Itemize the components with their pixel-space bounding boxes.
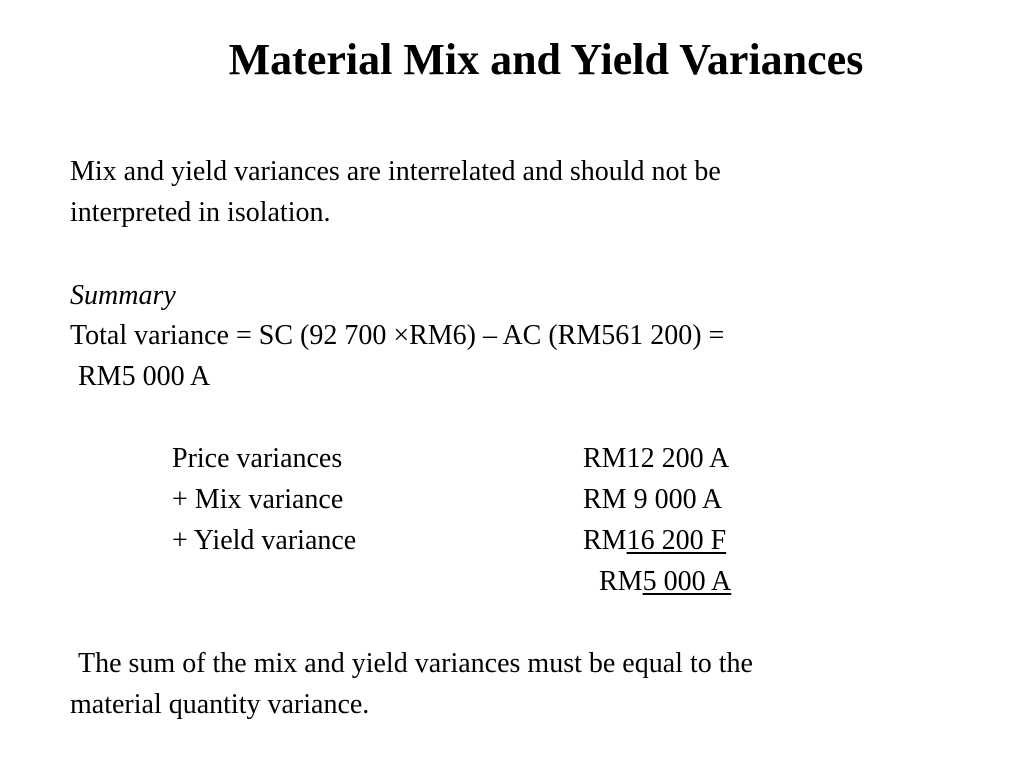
- variance-amount: RM 9 000 A: [583, 484, 723, 515]
- slide-title: Material Mix and Yield Variances: [228, 35, 864, 84]
- intro-line-2: interpreted in isolation.: [70, 197, 331, 228]
- intro-paragraph: [70, 151, 721, 233]
- variance-label: + Mix variance: [172, 484, 344, 515]
- underlined-amount: 16 200 F: [626, 525, 727, 556]
- currency-prefix: RM: [599, 566, 643, 597]
- summary-heading: Summary: [70, 280, 176, 311]
- intro-line-1: Mix and yield variances are interrelated and should not be: [70, 156, 721, 187]
- total-variance-formula: Total variance = SC (92 700 ×RM6) – AC (RM561 200) =: [70, 320, 725, 351]
- closing-paragraph: [70, 643, 753, 725]
- closing-line-1: The sum of the mix and yield variances must be equal to the: [78, 648, 753, 679]
- underlined-amount: 5 000 A: [642, 566, 732, 597]
- closing-line-2: material quantity variance.: [70, 689, 370, 720]
- variance-total-amount: [599, 561, 731, 602]
- total-variance-result: RM5 000 A: [78, 361, 211, 392]
- variance-label: + Yield variance: [172, 525, 357, 556]
- currency-prefix: RM: [583, 525, 627, 556]
- variance-label: Price variances: [172, 443, 343, 474]
- variance-amount: RM12 200 A: [583, 443, 730, 474]
- variance-amount: [583, 520, 726, 561]
